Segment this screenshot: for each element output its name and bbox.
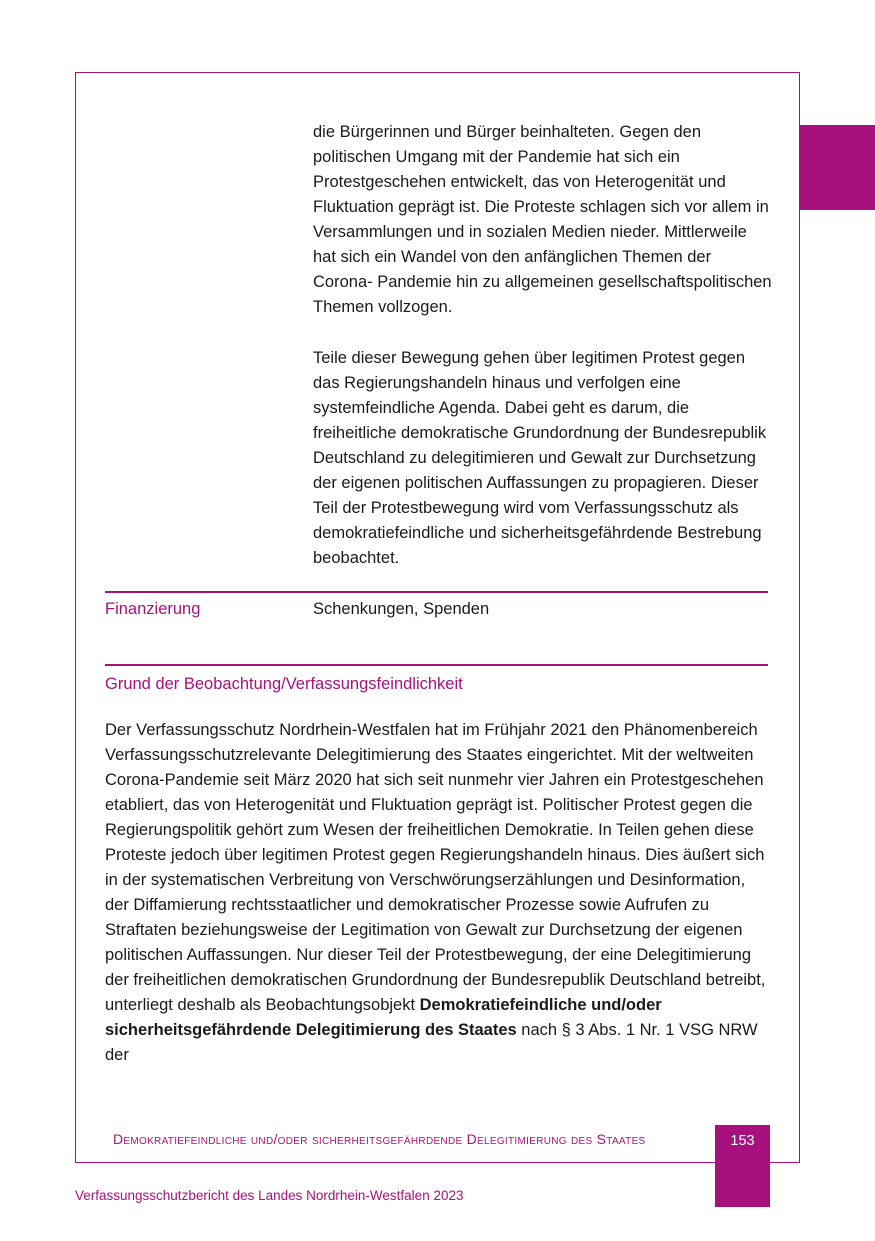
chapter-side-tab — [799, 125, 875, 210]
intro-paragraph-2: Teile dieser Bewegung gehen über legitimen Protest gegen das Regierungshandeln hinaus und verfolgen eine systemfeindliche Agenda. Dabei geht es darum, die freiheitliche demokratische Grundordnung der Bundesrepublik Deutschland zu delegitimieren und Gewalt zur Durchsetzung der eigenen politischen Auffassungen zu propagieren. Dieser Teil der Protestbewegung wird vom Verfassungsschutz als demokratiefeindliche und sicherheitsgefährdende Bestrebung beobachtet. — [313, 349, 767, 567]
section-heading: Grund der Beobachtung/Verfassungsfeindlichkeit — [105, 675, 463, 693]
finanzierung-value: Schenkungen, Spenden — [313, 600, 490, 618]
body-paragraph — [105, 718, 771, 1068]
page-number-box — [715, 1125, 770, 1207]
report-footer-caption: Verfassungsschutzbericht des Landes Nordrhein-Westfalen 2023 — [75, 1188, 464, 1203]
intro-paragraph-1: die Bürgerinnen und Bürger beinhalteten. Gegen den politischen Umgang mit der Pandemie hat sich ein Protestgeschehen entwickelt, das von Heterogenität und Fluktuation geprägt ist. Die Proteste schlagen sich vor allem in Versammlungen und in sozialen Medien nieder. Mittlerweile hat sich ein Wandel von den anfänglichen Themen der Corona- Pandemie hin zu allgemeinen gesellschaftspolitischen Themen vollzogen. — [313, 123, 772, 316]
divider-bottom — [105, 664, 768, 666]
finanzierung-label: Finanzierung — [105, 600, 201, 618]
body-text-part2: nach § 3 Abs. 1 Nr. 1 VSG NRW der — [105, 1021, 758, 1064]
page-number: 153 — [730, 1133, 755, 1149]
body-text-part1: Der Verfassungsschutz Nordrhein-Westfalen hat im Frühjahr 2021 den Phänomenbereich Verfassungsschutzrelevante Delegitimierung des Staates eingerichtet. Mit der weltweiten Corona-Pandemie seit März 2020 hat sich seit nunmehr vier Jahren ein Protestgeschehen etabliert, das von Heterogenität und Fluktuation geprägt ist. Politischer Protest gegen die Regierungspolitik gehört zum Wesen der freiheitlichen Demokratie. In Teilen gehen diese Proteste jedoch über legitimen Protest gegen Regierungshandeln hinaus. Dies äußert sich in der systematischen Verbreitung von Verschwörungserzählungen und Desinformation, der Diffamierung rechtsstaatlicher und demokratischer Prozesse sowie Aufrufen zu Straftaten beziehungsweise der Legitimation von Gewalt zur Durchsetzung der eigenen politischen Auffassungen. Nur dieser Teil der Protestbewegung, der eine Delegitimierung der freiheitlichen demokratischen Grundordnung der Bundesrepublik Deutschland betreibt, unterliegt deshalb als Beobachtungsobjekt — [105, 721, 766, 1014]
divider-top — [105, 591, 768, 593]
running-title: Demokratiefeindliche und/oder sicherheitsgefährdende Delegitimierung des Staates — [113, 1131, 646, 1147]
body-text-bold-term: Demokratiefeindliche und/oder sicherheitsgefährdende Delegitimierung des Staates — [105, 996, 662, 1039]
